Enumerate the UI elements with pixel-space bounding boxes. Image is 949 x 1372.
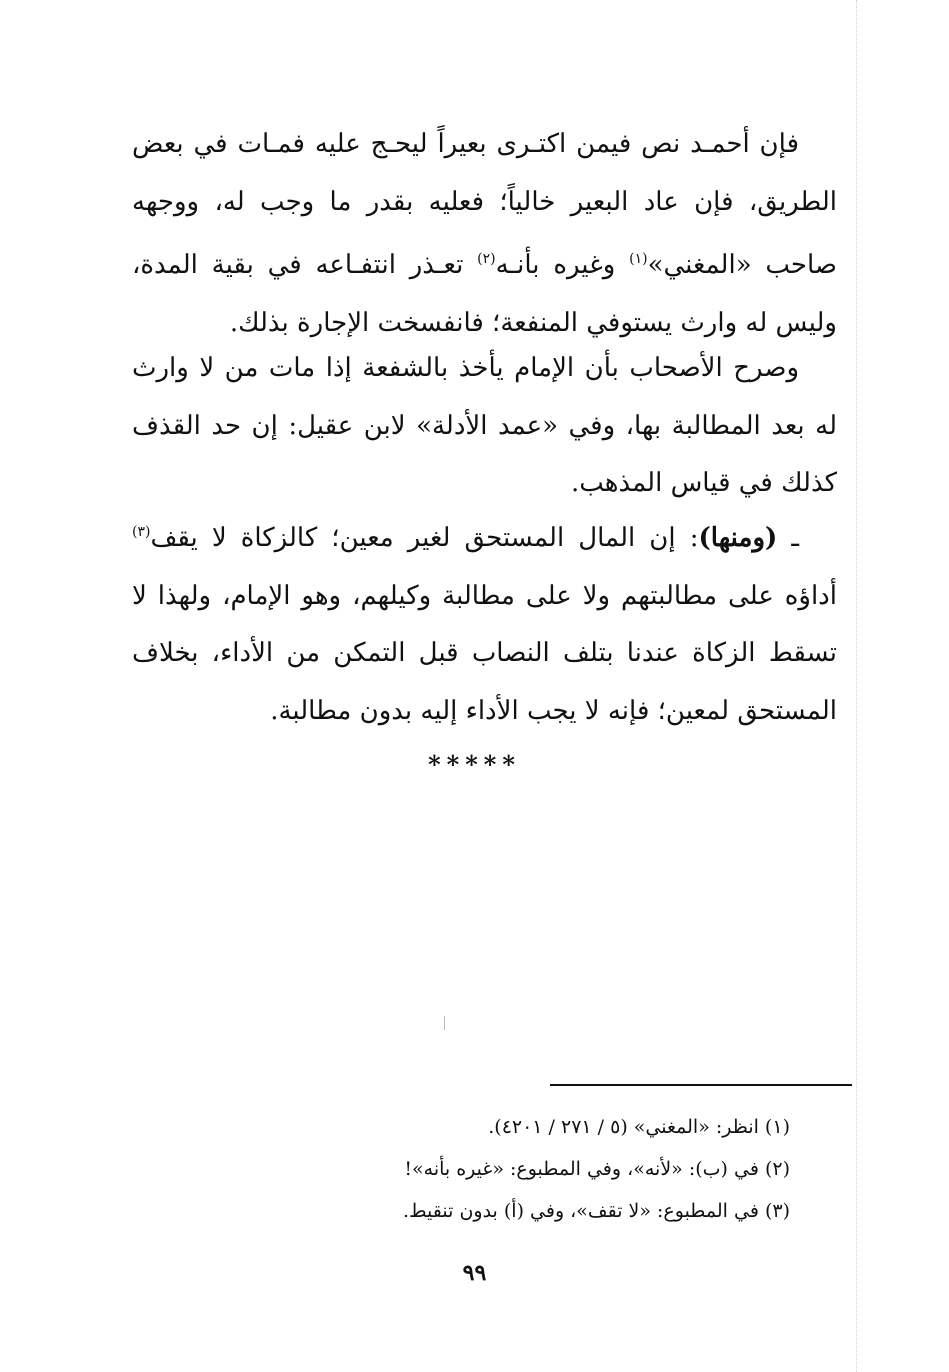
footnote-ref-2: (٢)	[477, 251, 496, 267]
paragraph-3	[132, 504, 837, 740]
paragraph-1-text-a: فإن أحمـد نص فيمن اكتـرى بعيراً ليحـج عليه فمـات في بعض الطريق، فإن عاد البعير خالياً؛ فعليه بقدر ما وجب له، ووجهه صاحب «المغني»	[132, 129, 838, 280]
footnote-ref-1: (١)	[629, 251, 648, 267]
page-number: ٩٩	[462, 1260, 487, 1286]
paragraph-1	[132, 116, 837, 352]
footnote-rule	[550, 1084, 852, 1086]
footnote-ref-3: (٣)	[132, 524, 151, 540]
paragraph-1-text-c: تعـذر انتفـاعه في بقية المدة، وليس له وارث يستوفي المنفعة؛ فانفسخت الإجارة بذلك.	[132, 250, 837, 338]
paragraph-3-lead: (ومنها)	[698, 523, 778, 553]
paragraph-2	[132, 340, 837, 513]
footnote-1: (١) انظر: «المغني» (٥ / ٢٧١ / ٤٢٠١).	[488, 1116, 790, 1138]
scan-mark	[444, 1016, 445, 1030]
footnotes	[300, 1106, 790, 1232]
footnote-2: (٢) في (ب): «لأنه»، وفي المطبوع: «غيره بأنه»!	[404, 1158, 790, 1180]
paragraph-3-dash: ـ	[777, 523, 800, 553]
paragraph-3-text-a: : إن المال المستحق لغير معين؛ كالزكاة لا يقف	[150, 523, 699, 553]
section-separator: *****	[428, 750, 521, 779]
paragraph-3-text-b: أداؤه على مطالبتهم ولا على مطالبة وكيلهم، وهو الإمام، ولهذا لا تسقط الزكاة عندنا بتلف النصاب قبل التمكن من الأداء، بخلاف المستحق لمعين؛ فإنه لا يجب الأداء إليه بدون مطالبة.	[132, 580, 837, 726]
paragraph-2-text: وصرح الأصحاب بأن الإمام يأخذ بالشفعة إذا مات من لا وارث له بعد المطالبة بها، وفي «عمد الأدلة» لابن عقيل: إن حد القذف كذلك في قياس المذهب.	[132, 353, 837, 498]
scan-edge-line	[855, 0, 857, 1372]
paragraph-1-text-b: وغيره بأنـه	[495, 250, 630, 280]
footnote-3: (٣) في المطبوع: «لا تقف»، وفي (أ) بدون تنقيط.	[402, 1200, 790, 1222]
